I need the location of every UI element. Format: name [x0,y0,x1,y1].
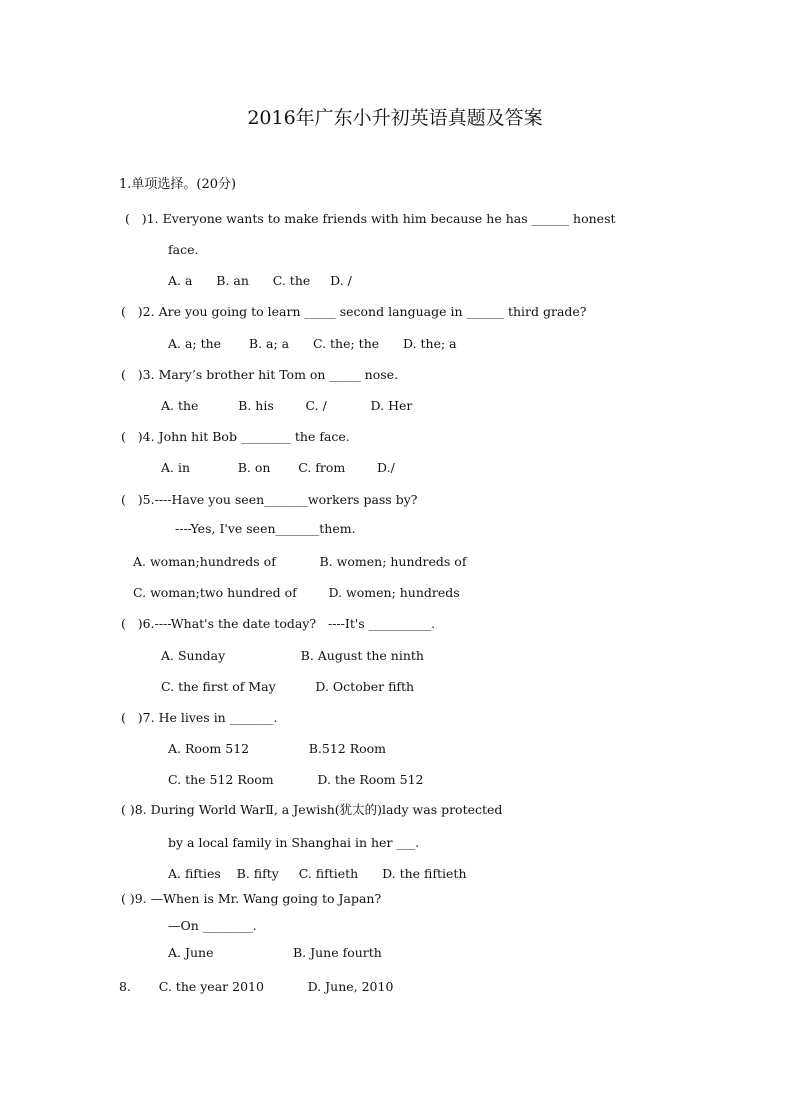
question-3: ( )3. Mary’s brother hit Tom on _____ nose. [121,367,399,382]
question-2: ( )2. Are you going to learn _____ second language in ______ third grade? [121,304,587,319]
question-8: ( )8. During World WarⅡ, a Jewish(犹太的)lady was protected [121,802,503,817]
question-7-options-cd: C. the 512 Room D. the Room 512 [168,772,424,787]
question-5-response: ----Yes, I've seen_______them. [175,521,356,536]
question-1-continuation: face. [168,242,199,257]
question-8-continuation: by a local family in Shanghai in her ___. [168,835,420,850]
question-9: ( )9. —When is Mr. Wang going to Japan? [121,891,382,906]
question-4: ( )4. John hit Bob ________ the face. [121,429,350,444]
question-3-options: A. the B. his C. / D. Her [161,398,413,413]
question-6-options-cd: C. the first of May D. October fifth [161,679,415,694]
question-1-options: A. a B. an C. the D. / [168,273,352,288]
question-6-options-ab: A. Sunday B. August the ninth [161,648,424,663]
question-5: ( )5.----Have you seen_______workers pass by? [121,492,418,507]
document-title: 2016年广东小升初英语真题及答案 [247,107,543,129]
question-9-response: —On ________. [168,918,257,933]
question-6: ( )6.----What's the date today? ----It's __________. [121,616,436,631]
question-2-options: A. a; the B. a; a C. the; the D. the; a [168,336,457,351]
section-heading: 1.单项选择。(20分) [119,177,237,192]
question-4-options: A. in B. on C. from D./ [161,460,395,475]
question-5-options-ab: A. woman;hundreds of B. women; hundreds of [133,554,467,569]
question-9-options-ab: A. June B. June fourth [168,945,382,960]
question-7-options-ab: A. Room 512 B.512 Room [168,741,387,756]
question-5-options-cd: C. woman;two hundred of D. women; hundreds [133,585,460,600]
question-8-options: A. fifties B. fifty C. fiftieth D. the fiftieth [168,866,467,881]
question-9-options-cd: 8. C. the year 2010 D. June, 2010 [119,979,394,994]
question-1: ( )1. Everyone wants to make friends with him because he has ______ honest [125,211,616,226]
question-7: ( )7. He lives in _______. [121,710,278,725]
